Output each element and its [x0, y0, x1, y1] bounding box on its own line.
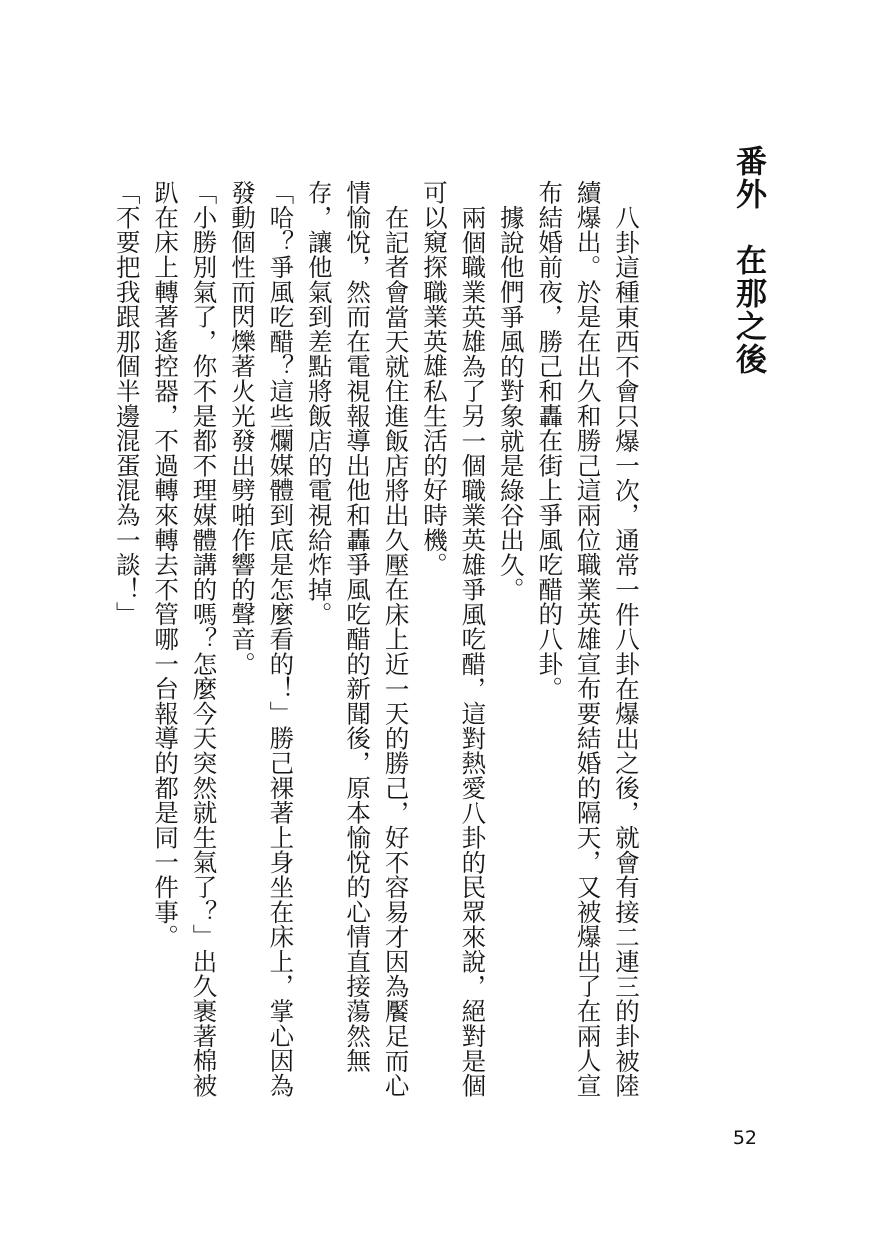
chapter-title: 番外 在那之後: [730, 145, 766, 376]
page-number: 52: [732, 1127, 757, 1149]
paragraph: 兩個職業英雄為了另一個職業英雄爭風吃醋，這對熱愛八卦的民眾來說，絕對是個可以窺探職業英雄私生活的好時機。: [419, 180, 488, 1098]
paragraph: 在記者會當天就住進飯店將出久壓在床上近一天的勝己，好不容易才因為饜足而心情愉悅，然而在電視報導出他和轟爭風吃醋的新聞後，原本愉悅的心情直接蕩然無存，讓他氣到差點將飯店的電視給炸掉。: [304, 180, 411, 1098]
body-text: [112, 180, 645, 1100]
paragraph: 「小勝別氣了，你不是都不理媒體講的嗎？怎麼今天突然就生氣了？」出久裹著棉被趴在床上轉著遙控器，不過轉來轉去不管哪一台報導的都是同一件事。: [151, 180, 219, 1098]
paragraph: 八卦這種東西不會只爆一次，通常一件八卦在爆出之後，就會有接二連三的卦被陸續爆出。於是在出久和勝己這兩位職業英雄宣布要結婚的隔天，又被爆出了在兩人宣布結婚前夜，勝己和轟在街上爭風吃醋的八卦。: [535, 180, 641, 1098]
paragraph: 「不要把我跟那個半邊混蛋混為一談！」: [112, 180, 142, 627]
paragraph: 據說他們爭風的對象就是綠谷出久。: [496, 204, 526, 602]
paragraph: 「哈？爭風吃醋？這些爛媒體到底是怎麼看的！」勝己裸著上身坐在床上，掌心因為發動個性而閃爍著火光發出劈啪作響的聲音。: [227, 180, 296, 1098]
